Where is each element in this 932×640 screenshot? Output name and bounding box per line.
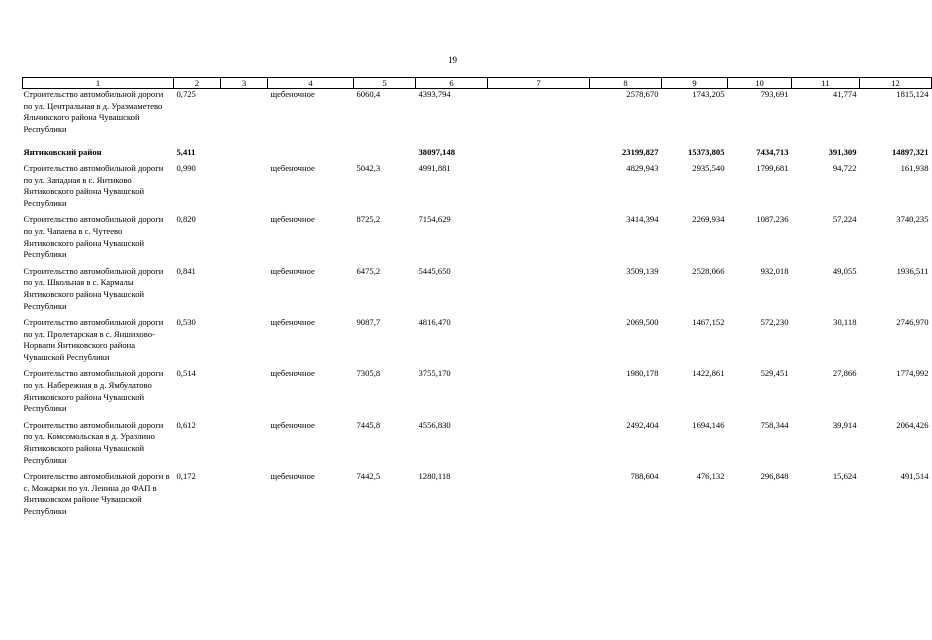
- cell-c10: 529,451: [760, 368, 789, 379]
- cell-c12: 2746,970: [896, 317, 929, 328]
- cell-c12: 1815,124: [896, 89, 929, 99]
- table-row: [23, 147, 932, 159]
- row-description: Строительство автомобильной дороги по ул. Западная в с. Янтиково Янтиковского района Чувашской Республики: [23, 162, 164, 208]
- row-description: Янтиковский район: [23, 147, 102, 158]
- cell-c10: 7434,713: [756, 147, 789, 158]
- cell-c10: 572,230: [760, 317, 789, 328]
- col-header: 9: [662, 78, 728, 89]
- row-description: Строительство автомобильной дороги по ул. Набережная в д. Ямбулатово Янтиковского района Чувашской Республики: [23, 368, 164, 414]
- cell-c3: [221, 147, 268, 159]
- col-header: 12: [860, 78, 932, 89]
- cell-c12: 1774,992: [896, 368, 929, 379]
- table-row: [23, 368, 932, 414]
- cell-c8: 23199,827: [621, 147, 659, 158]
- cell-c9: 2935,540: [692, 162, 725, 173]
- cell-c8: 3414,394: [626, 214, 659, 225]
- row-description: Строительство автомобильной дороги по ул. Центральная в д. Уразмаметево Яльчикского района Чувашской Республики: [23, 89, 164, 134]
- cell-c9: 476,132: [696, 471, 725, 482]
- cell-c3: [221, 163, 268, 209]
- cell-c2: 0,514: [176, 368, 196, 379]
- cell-c9: 1743,205: [692, 89, 725, 99]
- cell-c11: 27,866: [832, 368, 857, 379]
- cell-c6: 4556,830: [418, 419, 451, 430]
- data-table: [22, 77, 932, 518]
- cell-c10: 296,848: [760, 471, 789, 482]
- cell-c3: [221, 214, 268, 260]
- col-header: 2: [174, 78, 221, 89]
- cell-c8: 4829,943: [626, 162, 659, 173]
- cell-c12: 14897,321: [891, 147, 929, 158]
- cell-c7: [488, 214, 590, 260]
- cell-c9: 2528,066: [692, 265, 725, 276]
- cell-c6: 4393,794: [418, 89, 451, 99]
- cell-c2: 0,530: [176, 317, 196, 328]
- table-row: [23, 89, 932, 136]
- cell-c11: 39,914: [832, 419, 857, 430]
- table-row: [23, 420, 932, 466]
- cell-c4: щебеночное: [270, 265, 315, 276]
- cell-c3: [221, 89, 268, 136]
- cell-c4: щебеночное: [270, 368, 315, 379]
- cell-c6: 5445,650: [418, 265, 451, 276]
- cell-c7: [488, 89, 590, 136]
- table-row: [23, 471, 932, 517]
- cell-c11: 15,624: [832, 471, 857, 482]
- cell-c11: 57,224: [832, 214, 857, 225]
- cell-c10: 932,018: [760, 265, 789, 276]
- cell-c11: 94,722: [832, 162, 857, 173]
- cell-c8: 2069,500: [626, 317, 659, 328]
- col-header: 3: [221, 78, 268, 89]
- header-row: [23, 78, 932, 89]
- cell-c6: 1280,118: [418, 471, 451, 482]
- cell-c7: [488, 368, 590, 414]
- cell-c10: 1087,236: [756, 214, 789, 225]
- cell-c5: 7445,8: [356, 419, 381, 430]
- cell-c10: 793,691: [760, 89, 789, 99]
- cell-c2: 5,411: [176, 147, 196, 158]
- cell-c11: 41,774: [832, 89, 857, 99]
- cell-c6: 4991,881: [418, 162, 451, 173]
- col-header: 1: [23, 78, 174, 89]
- cell-c3: [221, 317, 268, 363]
- cell-c9: 15373,805: [687, 147, 725, 158]
- cell-c4: щебеночное: [270, 471, 315, 482]
- cell-c7: [488, 317, 590, 363]
- cell-c5: 5042,3: [356, 162, 381, 173]
- cell-c8: 3509,139: [626, 265, 659, 276]
- cell-c11: 391,309: [828, 147, 857, 158]
- cell-c2: 0,612: [176, 419, 196, 430]
- row-description: Строительство автомобильной дороги по ул. Школьная в с. Кармалы Янтиковского района Чувашской Республики: [23, 265, 164, 311]
- cell-c8: 2578,670: [626, 89, 659, 99]
- table-row: [23, 317, 932, 363]
- cell-c6: 7154,629: [418, 214, 451, 225]
- row-description: Строительство автомобильной дороги по ул. Чапаева в с. Чутеево Янтиковского района Чувашской Республики: [23, 214, 164, 260]
- row-description: Строительство автомобильной дороги в с. Можарки по ул. Ленина до ФАП в Янтиковском районе Чувашской Республики: [23, 471, 170, 516]
- table-row: [23, 214, 932, 260]
- cell-c4: щебеночное: [270, 214, 315, 225]
- cell-c3: [221, 471, 268, 517]
- cell-c10: 1799,681: [756, 162, 789, 173]
- cell-c4: щебеночное: [270, 419, 315, 430]
- col-header: 7: [488, 78, 590, 89]
- table-row: [23, 163, 932, 209]
- cell-c9: 1694,146: [692, 419, 725, 430]
- cell-c7: [488, 163, 590, 209]
- col-header: 5: [354, 78, 416, 89]
- cell-c7: [488, 471, 590, 517]
- cell-c8: 788,604: [630, 471, 659, 482]
- cell-c4: щебеночное: [270, 89, 315, 99]
- cell-c2: 0,820: [176, 214, 196, 225]
- table-row: [23, 266, 932, 312]
- cell-c2: 0,990: [176, 162, 196, 173]
- cell-c5: 7442,5: [356, 471, 381, 482]
- cell-c12: 3740,235: [896, 214, 929, 225]
- col-header: 8: [590, 78, 662, 89]
- cell-c12: 1936,511: [896, 265, 929, 276]
- page-number: 19: [448, 55, 457, 65]
- cell-c4: щебеночное: [270, 317, 315, 328]
- cell-c8: 1980,178: [626, 368, 659, 379]
- cell-c5: 7305,8: [356, 368, 381, 379]
- cell-c6: 3755,170: [418, 368, 451, 379]
- cell-c12: 161,938: [900, 162, 929, 173]
- cell-c9: 1467,152: [692, 317, 725, 328]
- spacer-cell: [23, 135, 932, 147]
- cell-c10: 758,344: [760, 419, 789, 430]
- col-header: 10: [728, 78, 792, 89]
- cell-c6: 4816,470: [418, 317, 451, 328]
- cell-c2: 0,172: [176, 471, 196, 482]
- cell-c6: 38097,148: [418, 147, 456, 158]
- cell-c5: 6060,4: [356, 89, 381, 99]
- cell-c9: 2269,934: [692, 214, 725, 225]
- col-header: 6: [416, 78, 488, 89]
- cell-c5: [354, 147, 416, 159]
- cell-c8: 2492,404: [626, 419, 659, 430]
- cell-c7: [488, 266, 590, 312]
- cell-c12: 491,514: [900, 471, 929, 482]
- cell-c5: 8725,2: [356, 214, 381, 225]
- cell-c4: [268, 147, 354, 159]
- cell-c3: [221, 368, 268, 414]
- cell-c5: 9087,7: [356, 317, 381, 328]
- cell-c2: 0,725: [176, 89, 196, 99]
- cell-c11: 49,055: [832, 265, 857, 276]
- row-spacer: [23, 135, 932, 147]
- cell-c12: 2064,426: [896, 419, 929, 430]
- cell-c3: [221, 266, 268, 312]
- cell-c5: 6475,2: [356, 265, 381, 276]
- cell-c11: 30,118: [833, 317, 857, 328]
- cell-c7: [488, 147, 590, 159]
- row-description: Строительство автомобильной дороги по ул. Комсомольская в д. Уразлино Янтиковского района Чувашской Республики: [23, 419, 164, 465]
- col-header: 11: [792, 78, 860, 89]
- col-header: 4: [268, 78, 354, 89]
- cell-c3: [221, 420, 268, 466]
- cell-c7: [488, 420, 590, 466]
- row-description: Строительство автомобильной дороги по ул. Пролетарская в с. Яншихово-Норвапи Янтиковского района Чувашской Республики: [23, 317, 164, 362]
- cell-c4: щебеночное: [270, 162, 315, 173]
- cell-c2: 0,841: [176, 265, 196, 276]
- cell-c9: 1422,861: [692, 368, 725, 379]
